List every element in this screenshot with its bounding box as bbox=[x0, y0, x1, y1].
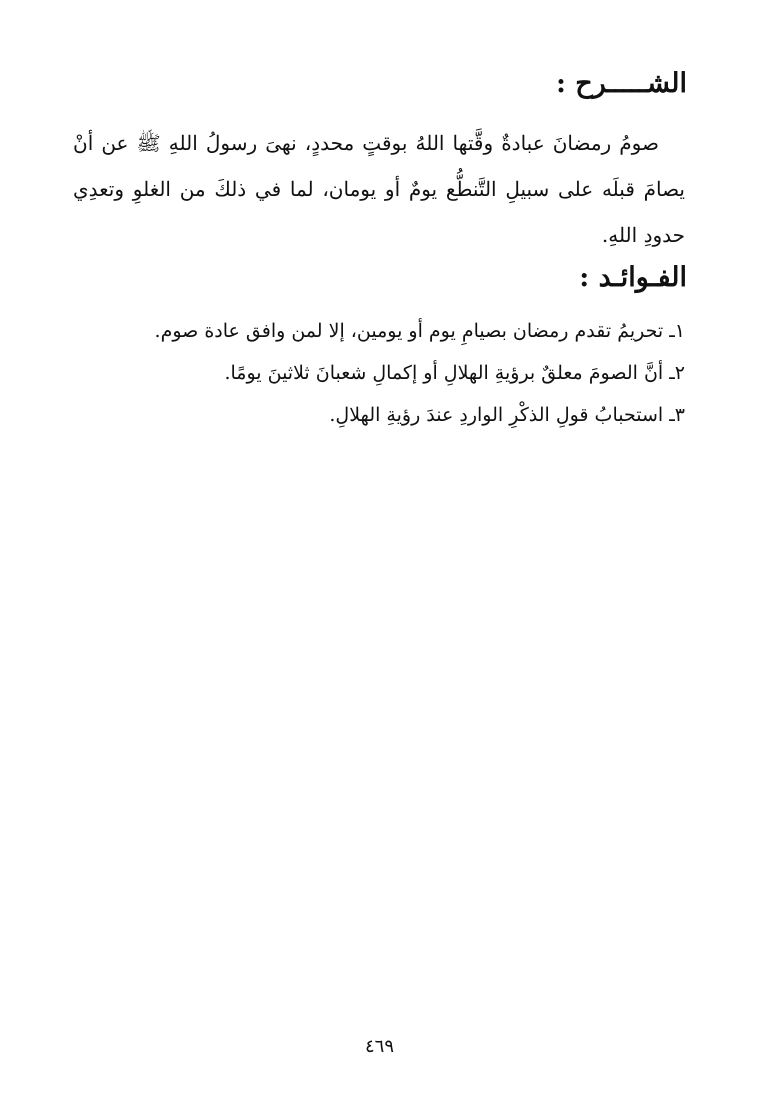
benefit-item-3: ٣ـ استحبابُ قولِ الذكْرِ الواردِ عندَ رؤيةِ الهلالِ. bbox=[329, 404, 685, 426]
benefit-item-2: ٢ـ أنَّ الصومَ معلقٌ برؤيةِ الهلالِ أو إكمالِ شعبانَ ثلاثينَ يومًا. bbox=[224, 362, 685, 384]
benefit-item-1: ١ـ تحريمُ تقدم رمضان بصيامِ يوم أو يومين، إلا لمن وافق عادة صوم. bbox=[154, 320, 685, 342]
page-number: ٤٦٩ bbox=[364, 1036, 394, 1057]
section-heading-explanation: الشـــــرح : bbox=[555, 68, 687, 99]
benefits-list bbox=[73, 310, 685, 436]
explanation-paragraph: صومُ رمضانَ عبادةٌ وقَّتها اللهُ بوقتٍ محددٍ، نهىَ رسولُ اللهِ ﷺ عن أنْ يصامَ قبلَه على سبيلِ التَّنطُّع يومٌ أو يومان، لما في ذلكَ من الغلوِ وتعدِي حدودِ اللهِ. bbox=[73, 131, 685, 247]
section-heading-benefits: الفـوائـد : bbox=[579, 262, 687, 293]
